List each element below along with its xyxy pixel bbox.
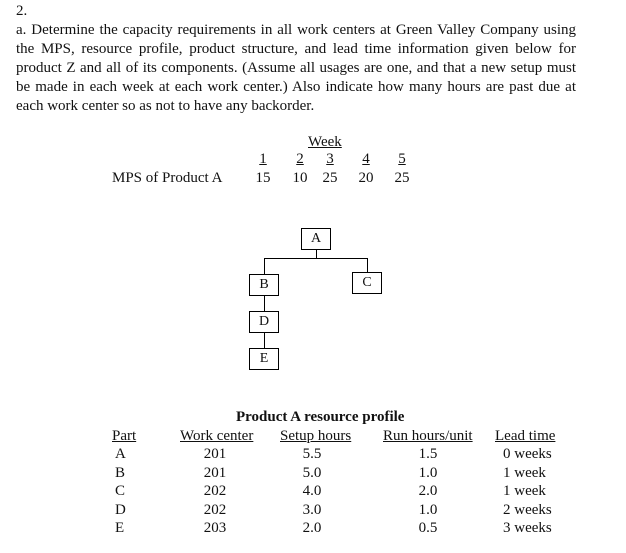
row-part: C (115, 483, 126, 499)
tree-connector (367, 258, 368, 272)
problem-statement: a. Determine the capacity requirements in all work centers at Green Valley Company using the MPS, resource profile, product structure, and lead time information given below for product Z and all of its components. (Assume all usages are one, and that a new setup must be made in each week at each work center.) Also indicate how many hours are past due at each work center so as not to have any backorder. (16, 22, 576, 114)
row-setup-hours: 2.0 (302, 520, 322, 536)
row-lead-time: 1 week (503, 483, 546, 499)
profile-header-part: Part (112, 428, 137, 444)
mps-week-2: 2 (296, 151, 304, 167)
row-work-center: 202 (203, 502, 227, 518)
row-lead-time: 2 weeks (503, 502, 552, 518)
profile-header-run-hours: Run hours/unit (383, 428, 473, 444)
mps-qty-3: 25 (322, 170, 338, 186)
row-work-center: 203 (203, 520, 227, 536)
row-run-hours: 1.0 (418, 465, 438, 481)
mps-week-5: 5 (398, 151, 406, 167)
structure-node-c: C (352, 272, 382, 294)
tree-connector (264, 296, 265, 311)
mps-qty-1: 15 (255, 170, 271, 186)
mps-week-4: 4 (362, 151, 370, 167)
row-setup-hours: 3.0 (302, 502, 322, 518)
tree-connector (264, 258, 368, 259)
row-lead-time: 1 week (503, 465, 546, 481)
structure-node-d: D (249, 311, 279, 333)
mps-qty-2: 10 (292, 170, 308, 186)
structure-node-b: B (249, 274, 279, 296)
mps-row-label: MPS of Product A (112, 170, 223, 186)
tree-connector (264, 333, 265, 348)
row-setup-hours: 4.0 (302, 483, 322, 499)
row-work-center: 201 (203, 446, 227, 462)
row-run-hours: 1.5 (418, 446, 438, 462)
row-run-hours: 0.5 (418, 520, 438, 536)
row-part: B (115, 465, 126, 481)
mps-week-1: 1 (259, 151, 267, 167)
mps-week-header: Week (308, 134, 342, 150)
row-lead-time: 3 weeks (503, 520, 552, 536)
tree-connector (264, 258, 265, 274)
mps-week-3: 3 (326, 151, 334, 167)
row-work-center: 201 (203, 465, 227, 481)
row-part: E (115, 520, 125, 536)
profile-header-work-center: Work center (180, 428, 254, 444)
structure-node-a: A (301, 228, 331, 250)
row-part: A (115, 446, 126, 462)
row-lead-time: 0 weeks (503, 446, 552, 462)
problem-number: 2. (16, 3, 28, 19)
structure-node-e: E (249, 348, 279, 370)
mps-qty-4: 20 (358, 170, 374, 186)
profile-header-lead-time: Lead time (495, 428, 556, 444)
profile-header-setup-hours: Setup hours (280, 428, 352, 444)
row-setup-hours: 5.5 (302, 446, 322, 462)
row-setup-hours: 5.0 (302, 465, 322, 481)
row-part: D (115, 502, 126, 518)
row-run-hours: 1.0 (418, 502, 438, 518)
row-run-hours: 2.0 (418, 483, 438, 499)
profile-title: Product A resource profile (236, 409, 405, 425)
mps-qty-5: 25 (394, 170, 410, 186)
row-work-center: 202 (203, 483, 227, 499)
